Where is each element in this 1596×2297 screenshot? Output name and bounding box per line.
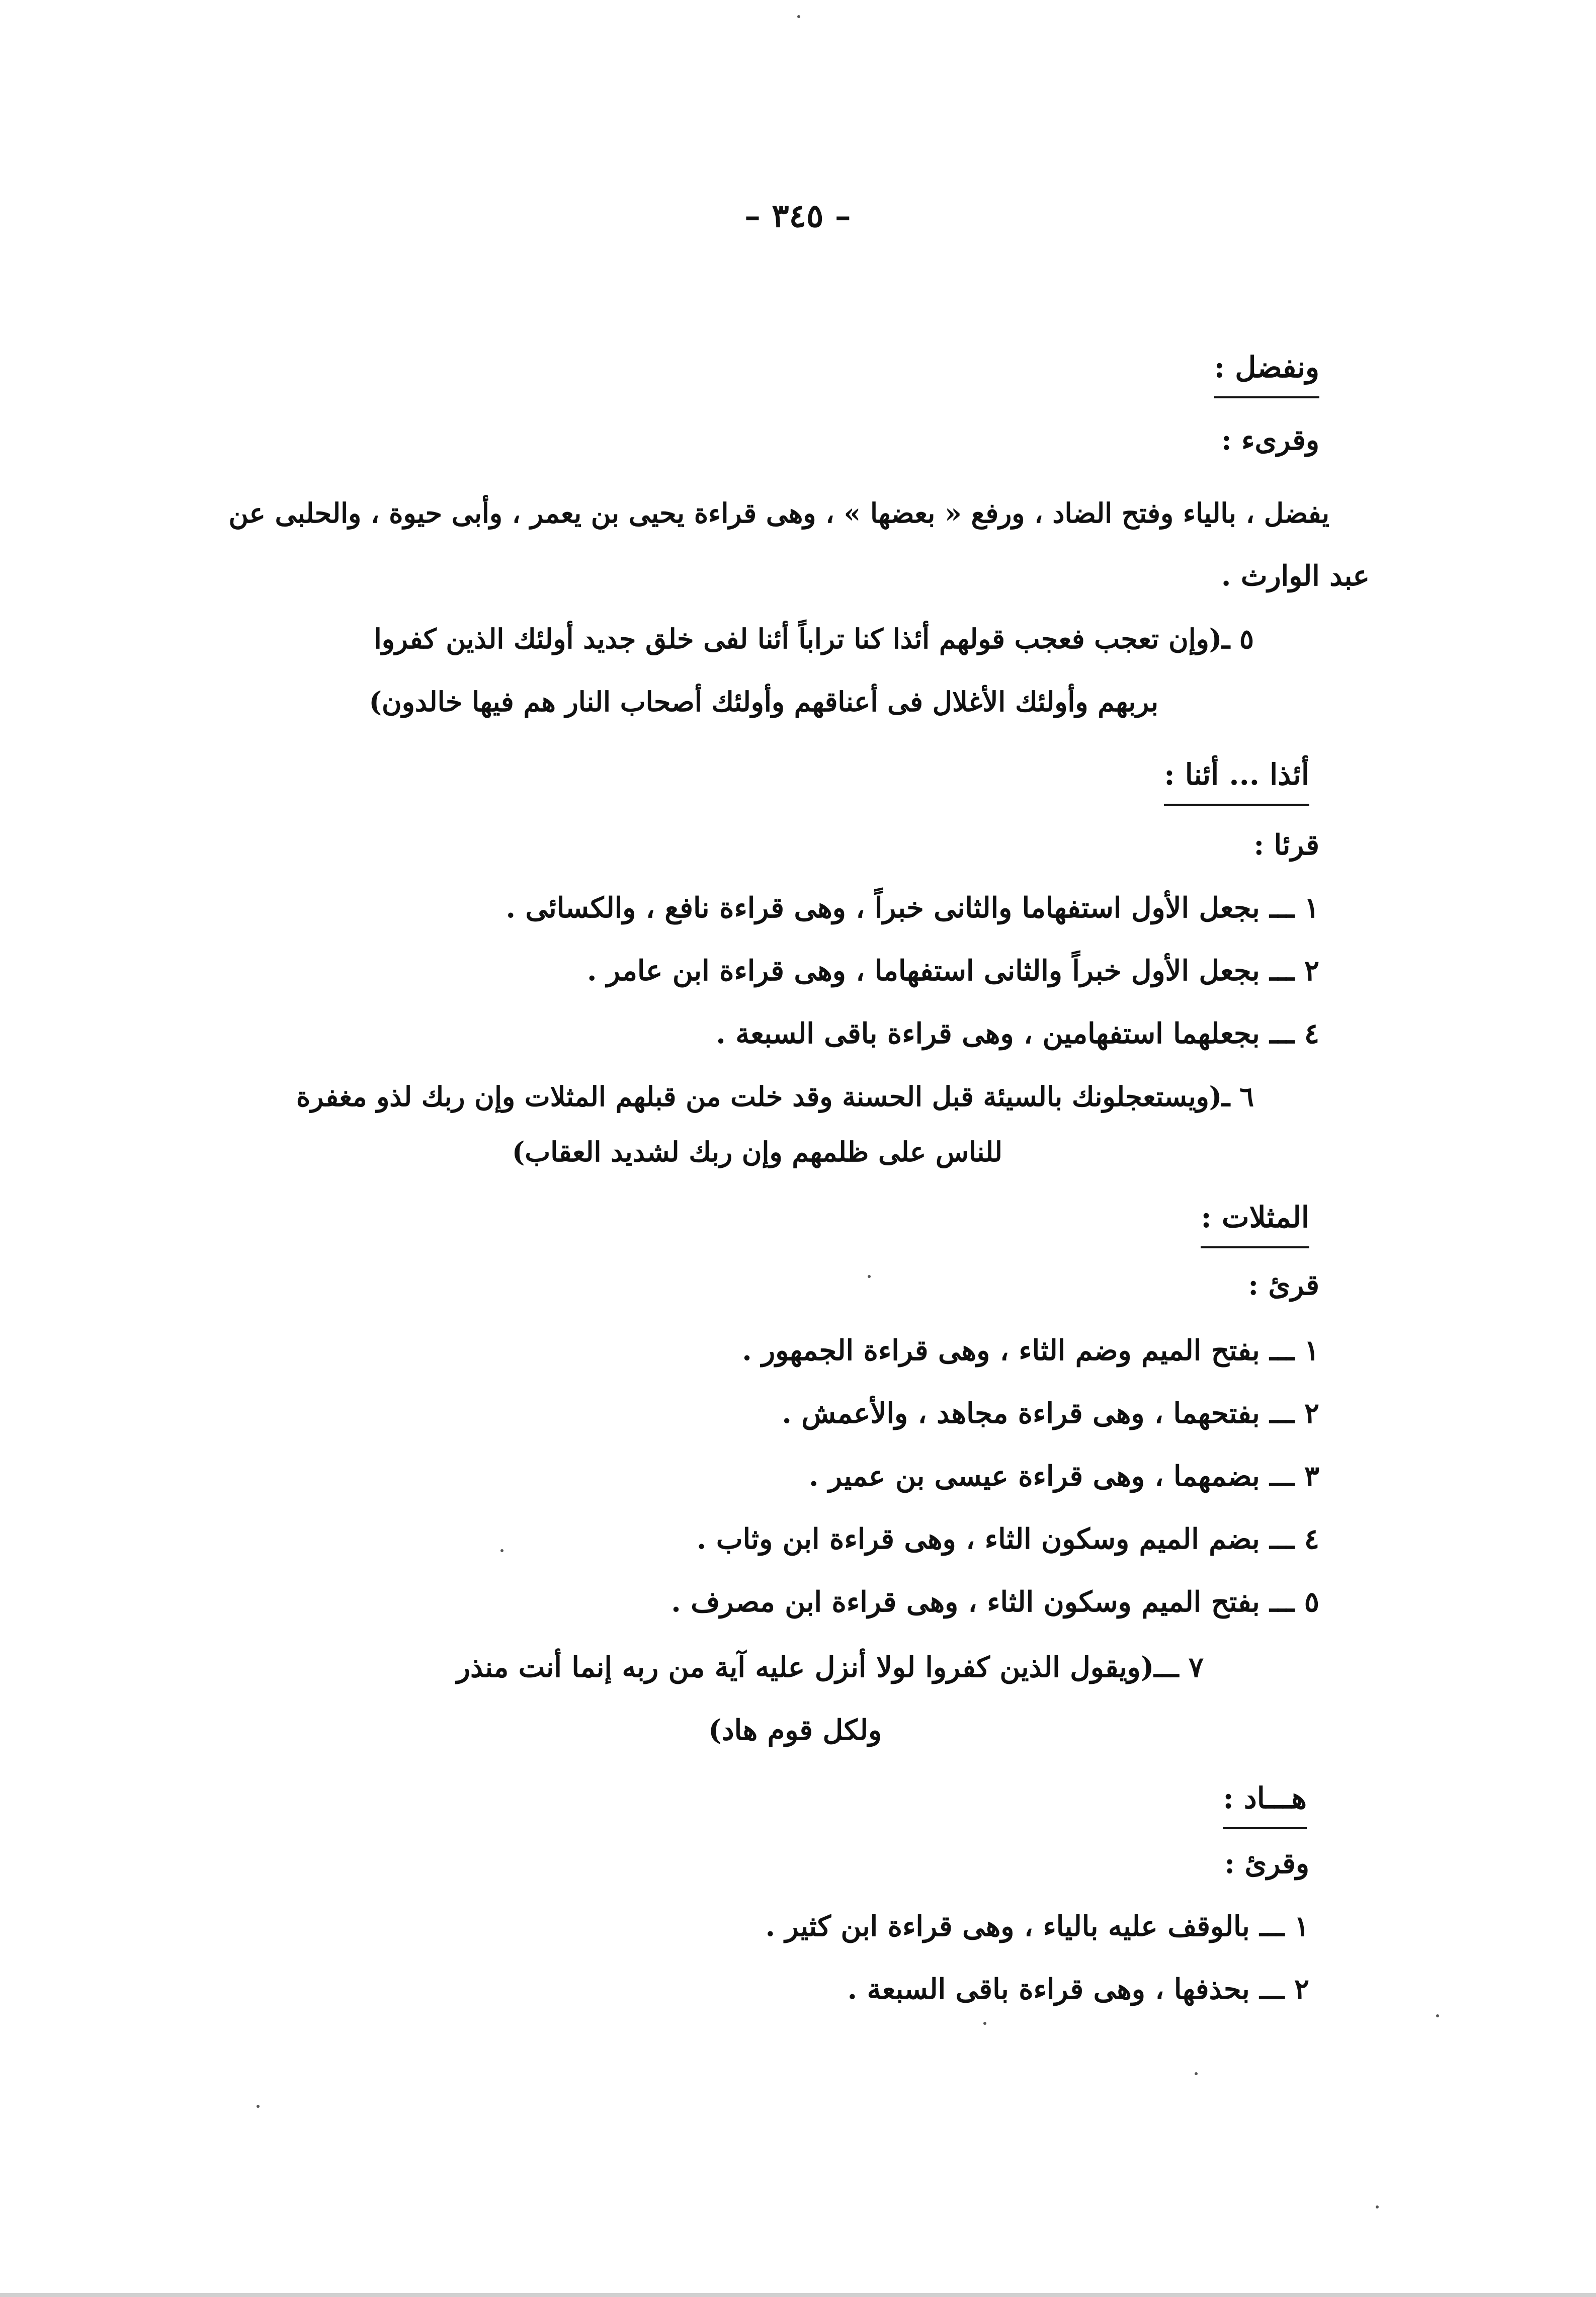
verse-7-line-2: ولكل قوم هاد) bbox=[708, 1714, 882, 1747]
paragraph-abd-alwarith: عبد الوارث . bbox=[1221, 559, 1370, 592]
scan-speck bbox=[500, 1549, 503, 1552]
paragraph-quria: قرئا : bbox=[1253, 828, 1319, 862]
scan-speck bbox=[1436, 2014, 1439, 2017]
paragraph-quri: قرئ : bbox=[1248, 1268, 1319, 1302]
verse-5-line-2: بربهم وأولئك الأغلال فى أعناقهم وأولئك أصحاب النار هم فيها خالدون) bbox=[369, 686, 1158, 718]
list-item-3: ٣ ـــ بضمهما ، وهى قراءة عيسى بن عمير . bbox=[809, 1460, 1319, 1493]
verse-7-line-1: ٧ ـــ(ويقول الذين كفروا لولا أنزل عليه آية من ربه إنما أنت منذر bbox=[456, 1651, 1204, 1684]
page-bottom-edge bbox=[0, 2293, 1596, 2297]
paragraph-qurie-1: وقرىء : bbox=[1221, 423, 1319, 457]
scan-speck bbox=[1195, 2072, 1198, 2075]
section-heading-had: هـــاد : bbox=[1223, 1778, 1307, 1829]
list-item-3: ٤ ـــ بجعلهما استفهامين ، وهى قراءة باقى السبعة . bbox=[716, 1017, 1319, 1050]
section-heading-wanufaddil: ونفضل : bbox=[1214, 347, 1319, 398]
list-item-1: ١ ـــ بجعل الأول استفهاما والثانى خبراً ، وهى قراءة نافع ، والكسائى . bbox=[506, 891, 1319, 924]
list-item-1: ١ ـــ بالوقف عليه بالياء ، وهى قراءة ابن كثير . bbox=[765, 1910, 1309, 1943]
page-number: – ٣٤٥ – bbox=[744, 197, 851, 235]
list-item-5: ٥ ـــ بفتح الميم وسكون الثاء ، وهى قراءة ابن مصرف . bbox=[671, 1585, 1319, 1619]
paragraph-yufaddal: يفضل ، بالياء وفتح الضاد ، ورفع « بعضها » ، وهى قراءة يحيى بن يعمر ، وأبى حيوة ، والحلبى عن bbox=[228, 497, 1329, 529]
scan-speck bbox=[257, 2105, 260, 2108]
section-heading-almathulat: المثلات : bbox=[1201, 1197, 1309, 1248]
paragraph-waquri: وقرئ : bbox=[1224, 1847, 1309, 1880]
list-item-2: ٢ ـــ بحذفها ، وهى قراءة باقى السبعة . bbox=[847, 1973, 1309, 2006]
list-item-2: ٢ ـــ بجعل الأول خبراً والثانى استفهاما ، وهى قراءة ابن عامر . bbox=[587, 954, 1319, 987]
verse-6-line-2: للناس على ظلمهم وإن ربك لشديد العقاب) bbox=[512, 1136, 1002, 1168]
scan-speck bbox=[983, 2022, 986, 2025]
list-item-1: ١ ـــ بفتح الميم وضم الثاء ، وهى قراءة الجمهور . bbox=[742, 1334, 1319, 1367]
scan-speck bbox=[797, 15, 800, 18]
section-heading-aidha-aina: أئذا ... أئنا : bbox=[1164, 754, 1309, 806]
verse-6-line-1: ٦ ـ(ويستعجلونك بالسيئة قبل الحسنة وقد خلت من قبلهم المثلات وإن ربك لذو مغفرة bbox=[296, 1080, 1254, 1113]
list-item-4: ٤ ـــ بضم الميم وسكون الثاء ، وهى قراءة ابن وثاب . bbox=[696, 1522, 1319, 1556]
scan-speck bbox=[868, 1275, 871, 1278]
scan-speck bbox=[1376, 2205, 1379, 2208]
verse-5-line-1: ٥ ـ(وإن تعجب فعجب قولهم أئذا كنا تراباً أئنا لفى خلق جديد أولئك الذين كفروا bbox=[374, 623, 1254, 655]
list-item-2: ٢ ـــ بفتحهما ، وهى قراءة مجاهد ، والأعمش . bbox=[782, 1397, 1319, 1430]
